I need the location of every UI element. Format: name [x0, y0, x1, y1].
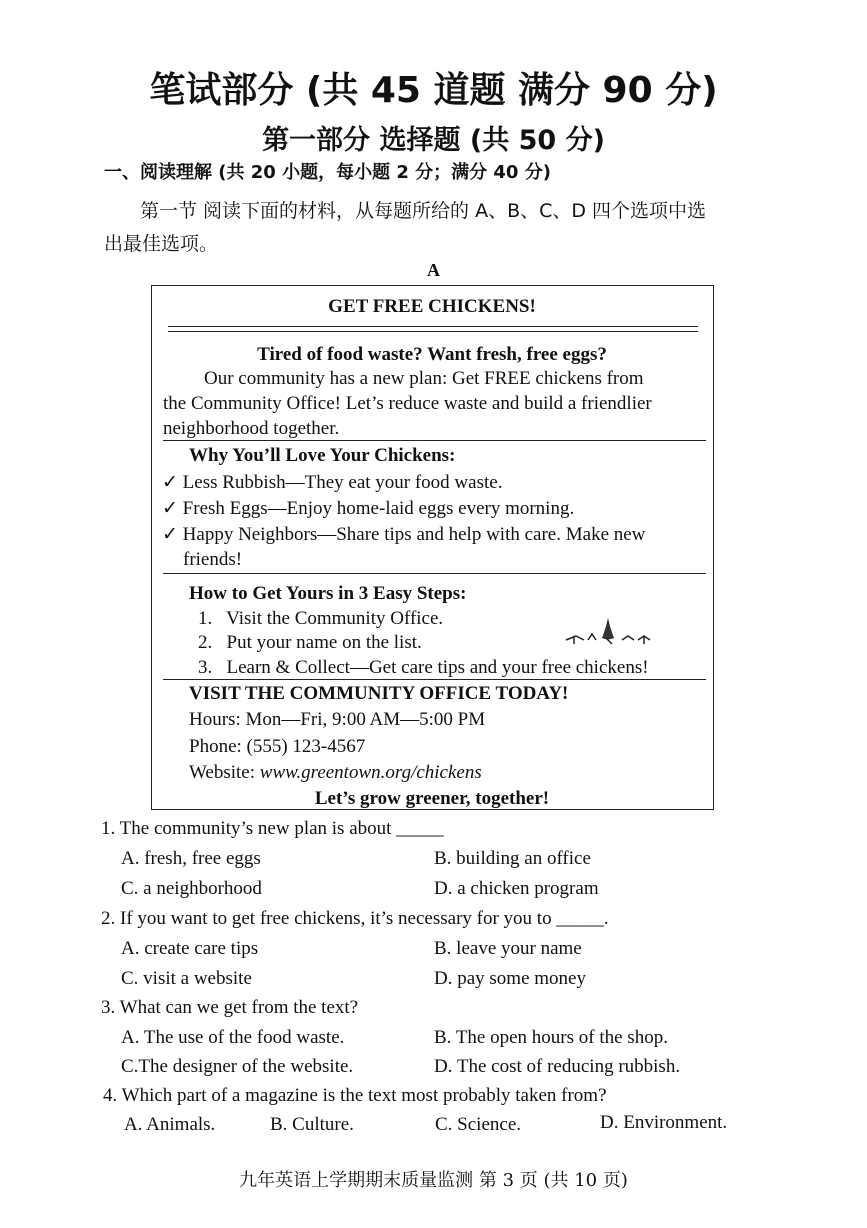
- question-4-option-d: D. Environment.: [600, 1112, 728, 1133]
- reason-continuation: friends!: [183, 549, 243, 570]
- step-text: Learn & Collect—Get care tips and your free chickens!: [226, 657, 649, 678]
- website-label: Website:: [189, 762, 260, 783]
- reason-item: [162, 471, 502, 494]
- question-1-option-a: A. fresh, free eggs: [121, 848, 261, 869]
- office-hours: Hours: Mon—Fri, 9:00 AM—5:00 PM: [189, 709, 486, 730]
- section-divider: [163, 679, 706, 680]
- question-4-option-a: A. Animals.: [124, 1114, 216, 1135]
- birds-illustration-icon: [562, 614, 657, 648]
- question-1-option-c: C. a neighborhood: [121, 878, 262, 899]
- question-3-option-b: B. The open hours of the shop.: [434, 1027, 668, 1048]
- section-heading: 一、阅读理解 (共 20 小题，每小题 2 分；满分 40 分): [104, 162, 551, 183]
- step-item: [198, 632, 422, 654]
- poster-paragraph-line-3: neighborhood together.: [163, 418, 340, 439]
- check-icon: ✓: [162, 472, 178, 493]
- steps-heading: How to Get Yours in 3 Easy Steps:: [189, 583, 467, 604]
- poster-subheading: Tired of food waste? Want fresh, free eggs?: [257, 344, 607, 365]
- title-divider-top: [168, 326, 698, 327]
- reason-item: [162, 523, 645, 546]
- question-4-stem: 4. Which part of a magazine is the text most probably taken from?: [103, 1085, 607, 1106]
- reason-text: Happy Neighbors—Share tips and help with care. Make new: [182, 524, 646, 545]
- question-2-option-c: C. visit a website: [121, 968, 252, 989]
- instruction-line-2: 出最佳选项。: [104, 233, 219, 255]
- instruction-line-1: 第一节 阅读下面的材料，从每题所给的 A、B、C、D 四个选项中选: [140, 200, 707, 222]
- poster-paragraph-line-2: the Community Office! Let’s reduce waste and build a friendlier: [163, 393, 652, 414]
- question-1-option-b: B. building an office: [434, 848, 591, 869]
- step-number: 1.: [198, 608, 213, 629]
- question-1-option-d: D. a chicken program: [434, 878, 599, 899]
- step-number: 3.: [198, 657, 213, 678]
- question-2-option-a: A. create care tips: [121, 938, 259, 959]
- step-number: 2.: [198, 632, 213, 653]
- why-heading: Why You’ll Love Your Chickens:: [189, 445, 456, 466]
- poster-paragraph-line-1: Our community has a new plan: Get FREE chickens from: [204, 368, 644, 389]
- question-3-stem: 3. What can we get from the text?: [101, 997, 359, 1018]
- question-3-option-a: A. The use of the food waste.: [121, 1027, 345, 1048]
- office-website: [189, 762, 482, 784]
- question-4-option-c: C. Science.: [435, 1114, 522, 1135]
- question-3-option-d: D. The cost of reducing rubbish.: [434, 1056, 681, 1077]
- exam-title: 笔试部分 (共 45 道题 满分 90 分): [149, 70, 718, 111]
- office-phone: Phone: (555) 123-4567: [189, 736, 366, 757]
- reason-text: Fresh Eggs—Enjoy home-laid eggs every morning.: [182, 498, 575, 519]
- question-2-option-b: B. leave your name: [434, 938, 582, 959]
- passage-poster: [151, 285, 714, 810]
- title-divider-bottom: [168, 331, 698, 332]
- step-text: Put your name on the list.: [226, 632, 422, 653]
- passage-letter: A: [427, 260, 440, 280]
- question-4-option-b: B. Culture.: [270, 1114, 354, 1135]
- poster-slogan: Let’s grow greener, together!: [314, 788, 550, 809]
- step-text: Visit the Community Office.: [226, 608, 444, 629]
- poster-title: GET FREE CHICKENS!: [328, 296, 536, 317]
- check-icon: ✓: [162, 524, 178, 545]
- section-divider: [163, 440, 706, 441]
- check-icon: ✓: [162, 498, 178, 519]
- question-2-option-d: D. pay some money: [434, 968, 586, 989]
- question-1-stem: 1. The community’s new plan is about _____: [101, 818, 444, 839]
- visit-heading: VISIT THE COMMUNITY OFFICE TODAY!: [189, 683, 569, 704]
- page-footer: 九年英语上学期期末质量监测 第 3 页 (共 10 页): [239, 1170, 628, 1191]
- question-3-option-c: C.The designer of the website.: [121, 1056, 354, 1077]
- website-url: www.greentown.org/chickens: [259, 762, 482, 783]
- section-divider: [163, 573, 706, 574]
- question-2-stem: 2. If you want to get free chickens, it’s necessary for you to _____.: [101, 908, 609, 929]
- reason-text: Less Rubbish—They eat your food waste.: [182, 472, 503, 493]
- step-item: [198, 657, 649, 679]
- step-item: [198, 608, 443, 630]
- part-title: 第一部分 选择题 (共 50 分): [262, 125, 605, 156]
- reason-item: [162, 497, 574, 520]
